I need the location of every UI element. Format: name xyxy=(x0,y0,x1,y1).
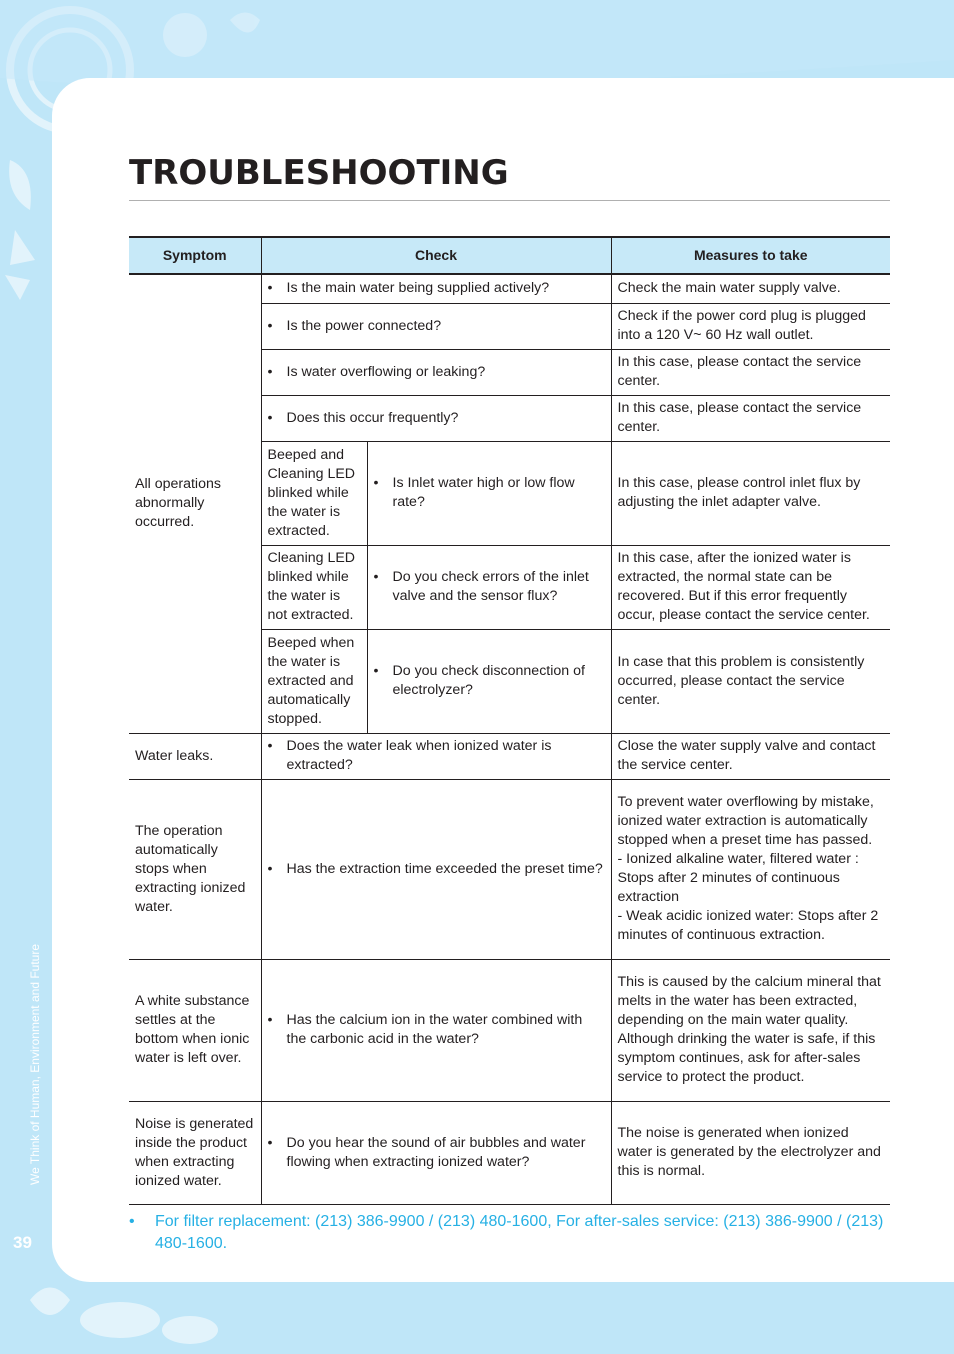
check-cell xyxy=(261,959,611,1101)
check-text: Do you hear the sound of air bubbles and water flowing when extracting ionized water? xyxy=(286,1134,586,1170)
footer-note xyxy=(129,1211,889,1255)
measure-line: - Weak acidic ionized water: Stops after 2 minutes of continuous extraction. xyxy=(617,908,879,943)
bullet-icon: • xyxy=(267,738,273,754)
check-text: Is the power connected? xyxy=(286,317,442,334)
measure-cell xyxy=(611,959,890,1101)
measure-cell: Close the water supply valve and contact the service center. xyxy=(611,733,890,779)
header-check: Check xyxy=(261,237,611,274)
header-symptom: Symptom xyxy=(129,237,261,274)
check-text: Do you check errors of the inlet valve and the sensor flux? xyxy=(392,569,589,604)
measure-cell: In this case, please control inlet flux by adjusting the inlet adapter valve. xyxy=(611,441,890,545)
check-cell xyxy=(261,349,611,395)
check-text: Does the water leak when ionized water is extracted? xyxy=(286,738,552,773)
bullet-icon: • xyxy=(267,280,273,297)
check-cell xyxy=(261,779,611,959)
check-text: Has the calcium ion in the water combined with the carbonic acid in the water? xyxy=(286,1012,583,1047)
measure-cell xyxy=(611,779,890,959)
measure-cell: In this case, after the ionized water is extracted, the normal state can be recovered. But if this error frequently occur, please contact the service center. xyxy=(611,545,890,629)
bullet-icon: • xyxy=(373,569,379,585)
bullet-icon: • xyxy=(267,1134,273,1151)
side-slogan: We Think of Human, Environment and Future xyxy=(28,943,42,1185)
footer-note-text: For filter replacement: (213) 386-9900 / (213) 480-1600, For after-sales service: (213) 386-9900 / (213) 480-1600. xyxy=(155,1213,884,1252)
check-cell xyxy=(367,441,611,545)
table-row xyxy=(129,1101,890,1204)
measure-line: To prevent water overflowing by mistake, ionized water extraction is automatically stopped when a preset time has passed. xyxy=(617,794,874,848)
measure-cell: The noise is generated when ionized water is generated by the electrolyzer and this is normal. xyxy=(611,1101,890,1204)
page-title: TROUBLESHOOTING xyxy=(129,153,509,193)
bullet-icon: • xyxy=(267,363,273,380)
check-cell xyxy=(367,629,611,733)
bullet-icon: • xyxy=(129,1213,135,1230)
bullet-icon: • xyxy=(267,317,273,334)
header-measures: Measures to take xyxy=(611,237,890,274)
check-text: Is water overflowing or leaking? xyxy=(286,363,486,380)
measure-cell: In case that this problem is consistently occurred, please contact the service center. xyxy=(611,629,890,733)
check-cell xyxy=(261,303,611,349)
symptom-cell: All operations abnormally occurred. xyxy=(129,274,261,733)
check-cell xyxy=(367,545,611,629)
check-text: Is Inlet water high or low flow rate? xyxy=(392,475,575,510)
symptom-cell: Water leaks. xyxy=(129,733,261,779)
measure-cell: In this case, please contact the service center. xyxy=(611,395,890,441)
bullet-icon: • xyxy=(373,475,379,491)
measure-line: Although drinking the water is safe, if this symptom continues, ask for after-sales service to protect the product. xyxy=(617,1031,876,1085)
check-text: Is the main water being supplied actively? xyxy=(286,280,550,297)
table-header-row xyxy=(129,237,890,274)
measure-cell: In this case, please contact the service center. xyxy=(611,349,890,395)
measure-line: - Ionized alkaline water, filtered water : Stops after 2 minutes of continuous extraction xyxy=(617,851,859,905)
bullet-icon: • xyxy=(267,860,273,877)
title-divider xyxy=(129,200,890,201)
bullet-icon: • xyxy=(373,663,379,679)
check-text: Has the extraction time exceeded the preset time? xyxy=(286,860,603,877)
bullet-icon: • xyxy=(267,409,273,426)
measure-cell: Check the main water supply valve. xyxy=(611,274,890,303)
table-row xyxy=(129,779,890,959)
condition-cell: Cleaning LED blinked while the water is not extracted. xyxy=(261,545,367,629)
check-cell xyxy=(261,274,611,303)
condition-cell: Beeped and Cleaning LED blinked while the water is extracted. xyxy=(261,441,367,545)
page-number: 39 xyxy=(13,1233,32,1252)
check-text: Do you check disconnection of electrolyzer? xyxy=(392,663,585,698)
table-row xyxy=(129,959,890,1101)
check-cell xyxy=(261,1101,611,1204)
check-cell xyxy=(261,733,611,779)
check-cell xyxy=(261,395,611,441)
measure-cell: Check if the power cord plug is plugged into a 120 V~ 60 Hz wall outlet. xyxy=(611,303,890,349)
symptom-cell: A white substance settles at the bottom when ionic water is left over. xyxy=(129,959,261,1101)
table-row xyxy=(129,274,890,303)
symptom-cell: The operation automatically stops when extracting ionized water. xyxy=(129,779,261,959)
troubleshooting-table xyxy=(129,236,890,1205)
measure-line: This is caused by the calcium mineral that melts in the water has been extracted, depending on the main water quality. xyxy=(617,974,881,1028)
table-row xyxy=(129,733,890,779)
symptom-cell: Noise is generated inside the product when extracting ionized water. xyxy=(129,1101,261,1204)
condition-cell: Beeped when the water is extracted and automatically stopped. xyxy=(261,629,367,733)
check-text: Does this occur frequently? xyxy=(286,409,459,426)
bullet-icon: • xyxy=(267,1012,273,1028)
